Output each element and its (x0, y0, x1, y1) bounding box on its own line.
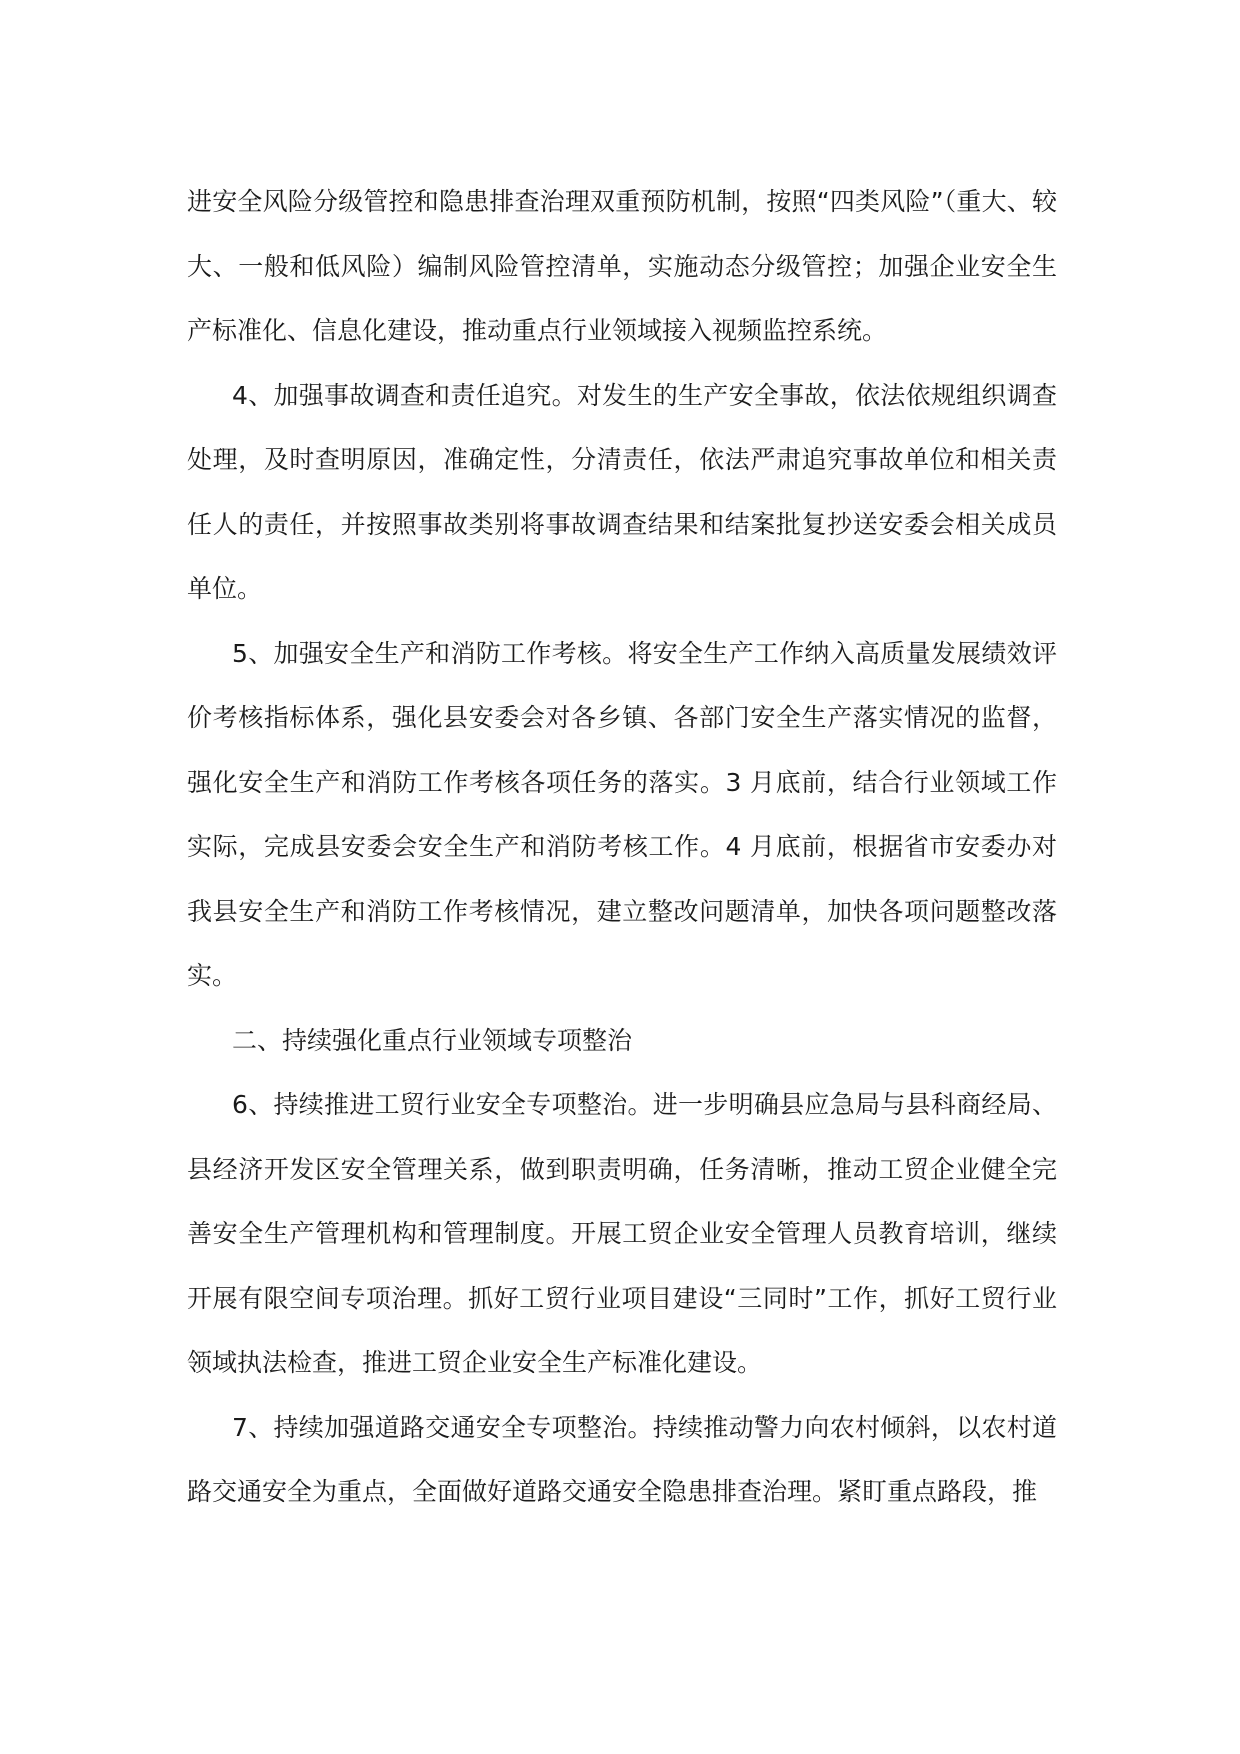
paragraph-item-6: 6、持续推进工贸行业安全专项整治。进一步明确县应急局与县科商经局、县经济开发区安全管理关系，做到职责明确，任务清晰，推动工贸企业健全完善安全生产管理机构和管理制度。开展工贸企业安全管理人员教育培训，继续开展有限空间专项治理。抓好工贸行业项目建设“三同时”工作，抓好工贸行业领域执法检查，推进工贸企业安全生产标准化建设。 (187, 1090, 1057, 1377)
paragraph-continuation: 进安全风险分级管控和隐患排查治理双重预防机制，按照“四类风险”（重大、较大、一般和低风险）编制风险管控清单，实施动态分级管控；加强企业安全生产标准化、信息化建设，推动重点行业领域接入视频监控系统。 (187, 187, 1057, 345)
paragraph-item-4: 4、加强事故调查和责任追究。对发生的生产安全事故，依法依规组织调查处理，及时查明原因，准确定性，分清责任，依法严肃追究事故单位和相关责任人的责任，并按照事故类别将事故调查结果和结案批复抄送安委会相关成员单位。 (187, 380, 1057, 603)
section-heading-2: 二、持续强化重点行业领域专项整治 (232, 1025, 633, 1055)
paragraph-item-5: 5、加强安全生产和消防工作考核。将安全生产工作纳入高质量发展绩效评价考核指标体系，强化县安委会对各乡镇、各部门安全生产落实情况的监督，强化安全生产和消防工作考核各项任务的落实。3 月底前，结合行业领域工作实际，完成县安委会安全生产和消防考核工作。4 月底前，根据省市安委办对我县安全生产和消防工作考核情况，建立整改问题清单，加快各项问题整改落实。 (187, 638, 1057, 990)
paragraph-item-7: 7、持续加强道路交通安全专项整治。持续推动警力向农村倾斜，以农村道路交通安全为重点，全面做好道路交通安全隐患排查治理。紧盯重点路段，推 (187, 1412, 1057, 1506)
document-body (187, 170, 1057, 1525)
